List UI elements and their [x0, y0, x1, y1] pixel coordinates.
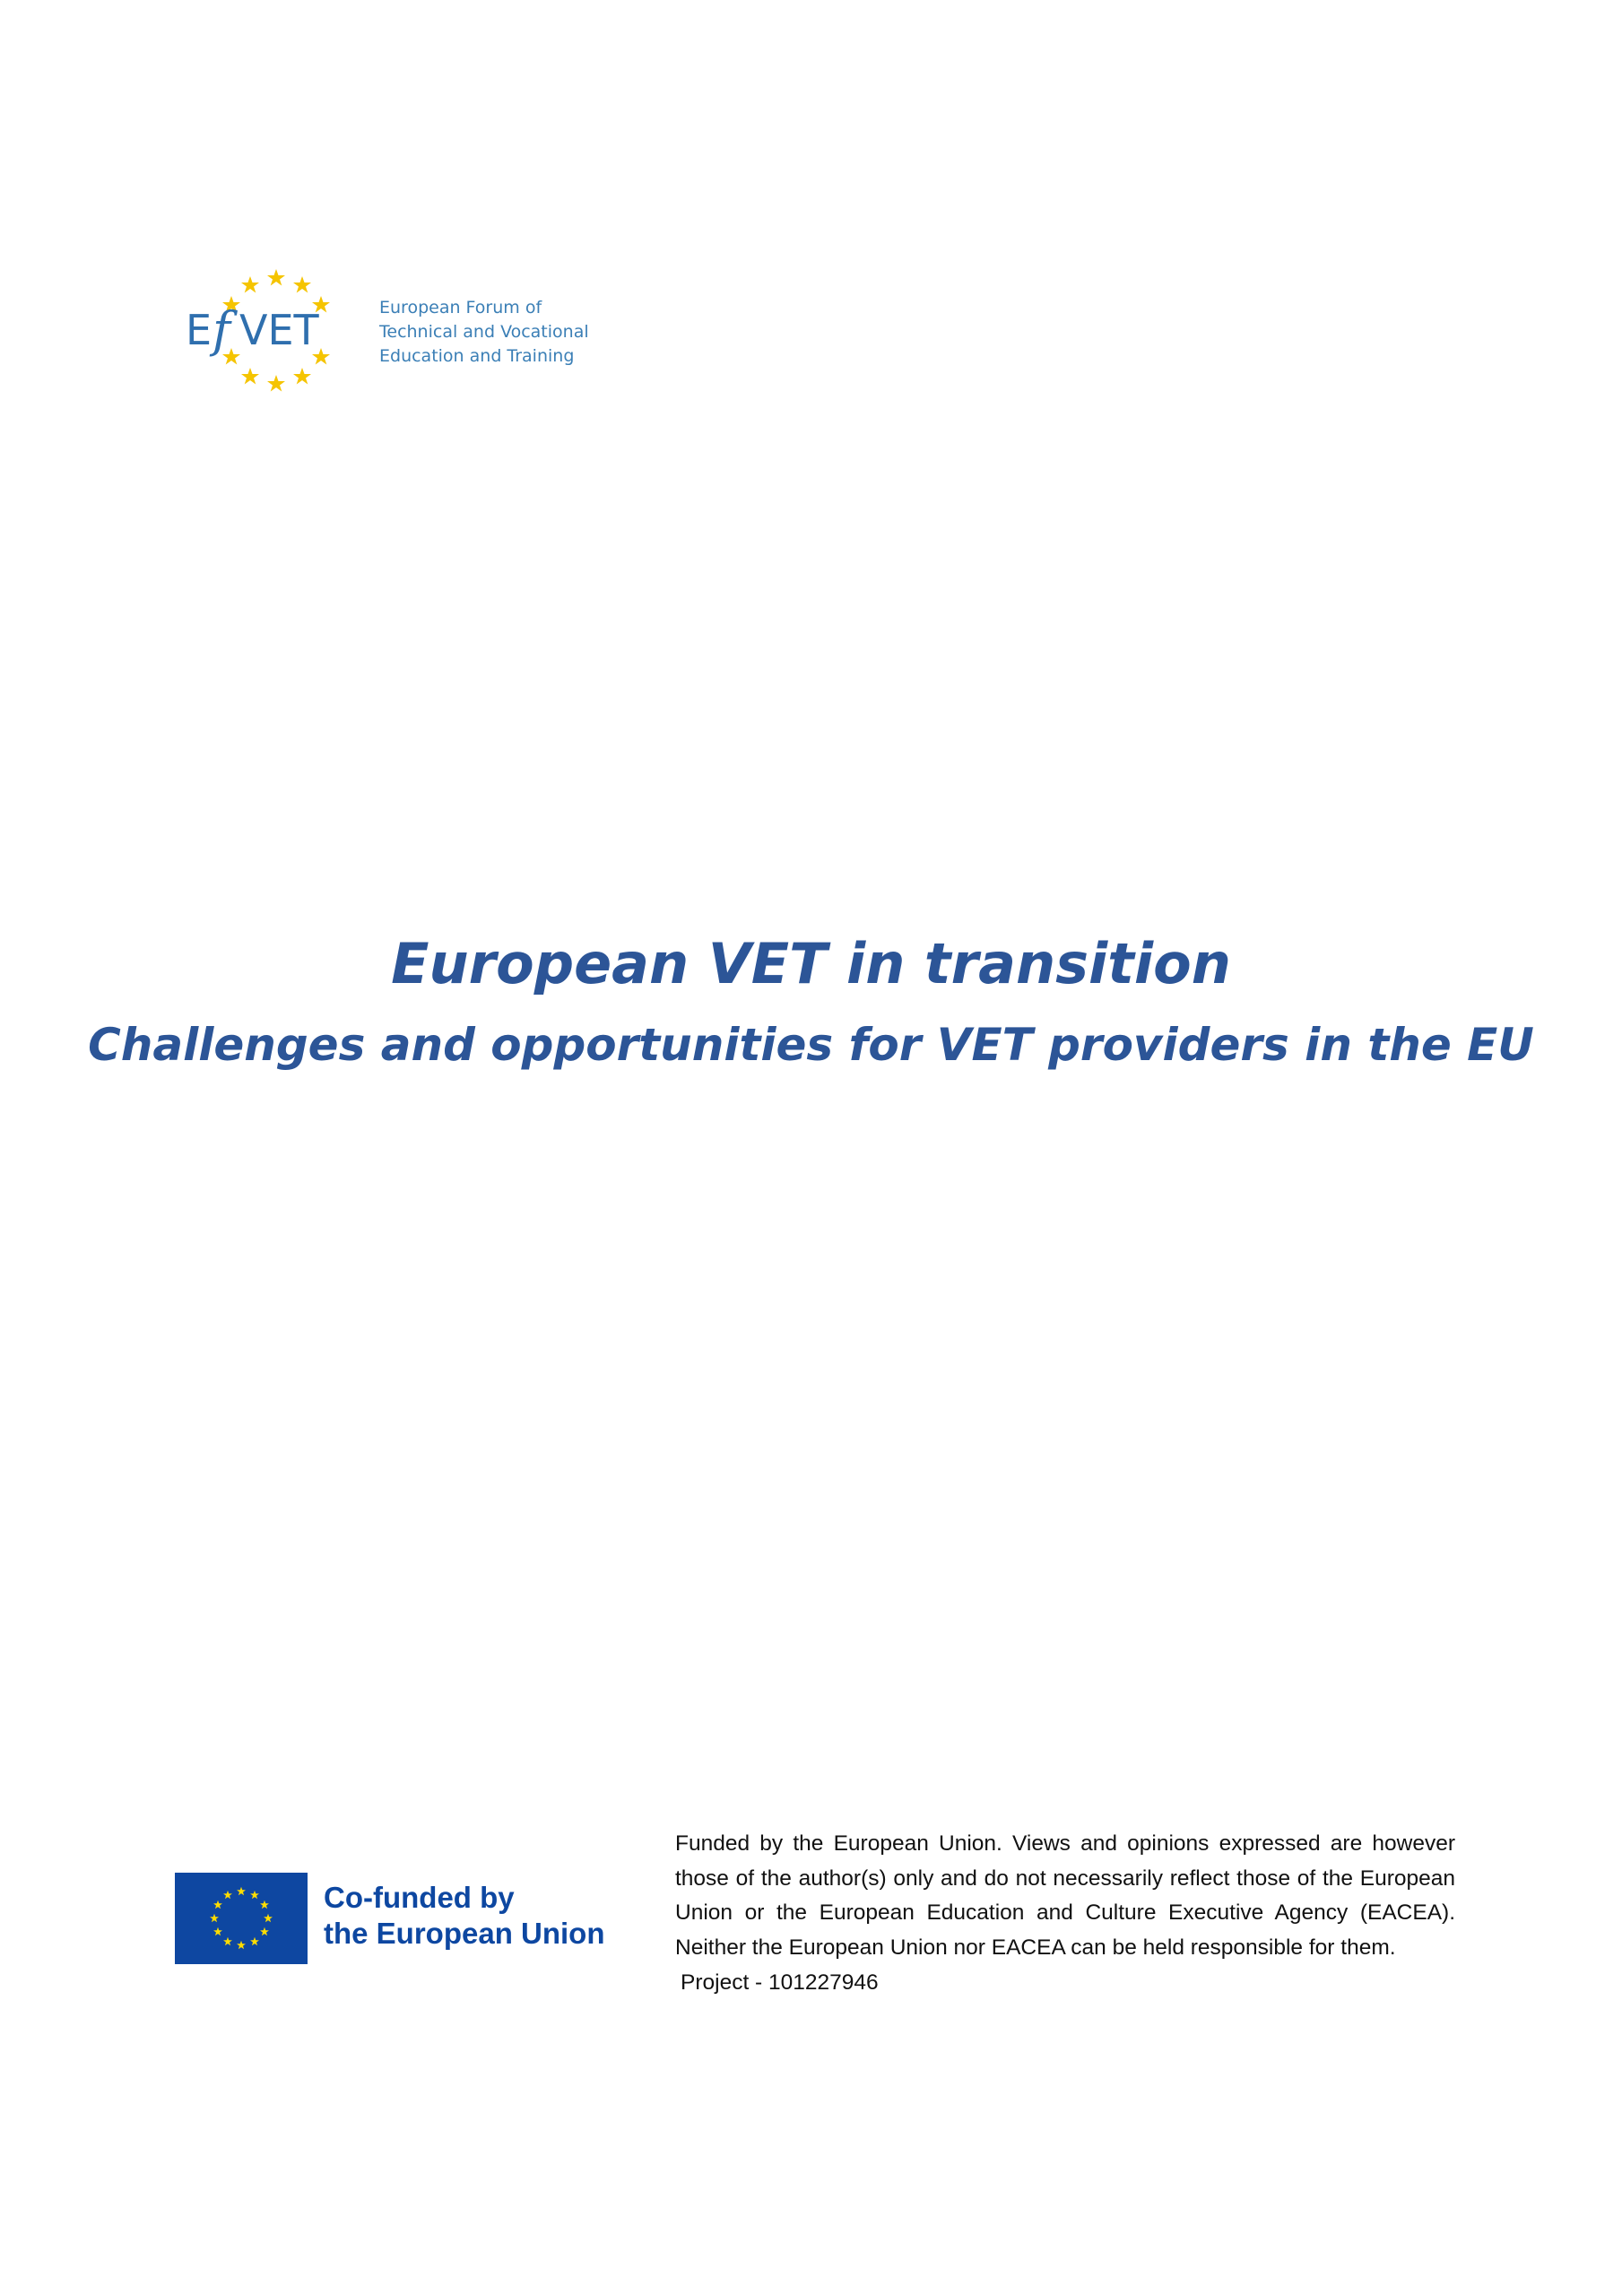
eu-logo-text-line: the European Union — [324, 1917, 605, 1950]
funding-disclaimer — [675, 1827, 1455, 1965]
svg-text:E: E — [186, 306, 213, 354]
eu-flag-icon — [175, 1873, 308, 1964]
disclaimer-text: Funded by the European Union. Views and opinions expressed are however those of the author(s) only and do not necessarily reflect those of the European Union or the European Education and Culture Executive Agency (EACEA). Neither the European Union nor EACEA can be held responsible for them. — [675, 1831, 1455, 1960]
eu-logo-text — [324, 1880, 605, 1952]
title-block — [0, 924, 1622, 1085]
svg-text:f: f — [213, 301, 230, 358]
eu-logo-text-line: Co-funded by — [324, 1881, 515, 1914]
efvet-tagline-line: Education and Training — [379, 346, 575, 366]
document-subtitle: Challenges and opportunities for VET providers in the EU — [88, 1019, 1534, 1071]
efvet-tagline — [379, 296, 612, 369]
document-title: European VET in transition — [391, 931, 1231, 996]
efvet-logo-mark — [184, 269, 363, 395]
svg-text:VET: VET — [239, 306, 319, 354]
efvet-tagline-line: European Forum of — [379, 298, 542, 317]
efvet-tagline-line: Technical and Vocational — [379, 322, 589, 342]
efvet-wordmark-icon — [186, 301, 320, 358]
efvet-logo — [184, 269, 605, 395]
project-number: Project - 101227946 — [681, 1970, 879, 1995]
eu-cofunded-logo — [175, 1873, 646, 1964]
